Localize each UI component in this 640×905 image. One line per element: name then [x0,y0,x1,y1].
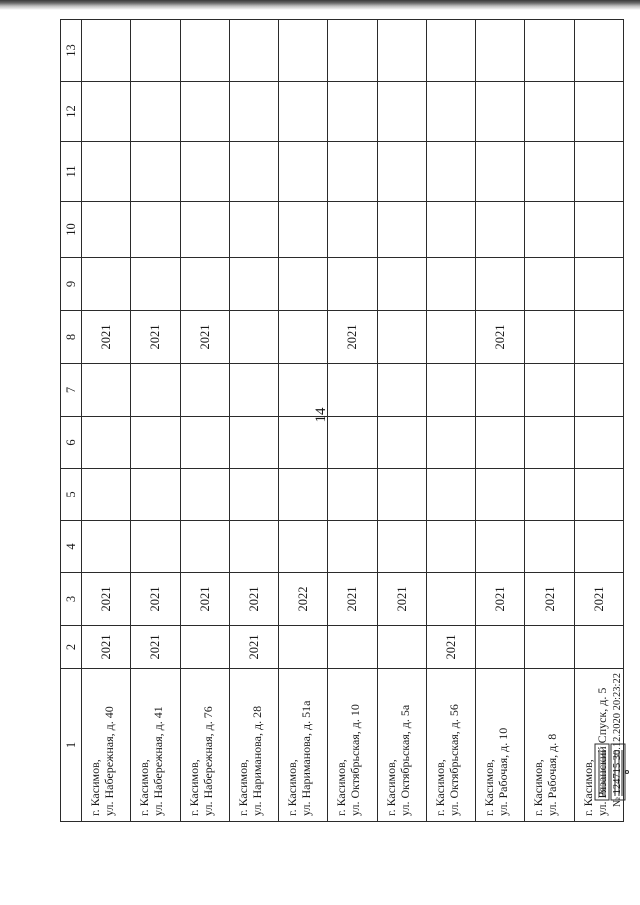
year-cell [525,521,574,573]
year-cell [180,364,229,417]
header-row [61,20,82,822]
year-cell [574,20,623,82]
year-cell [476,20,525,82]
year-cell [279,469,328,521]
year-cell [426,573,475,626]
year-cell [328,258,377,311]
year-cell [82,417,131,469]
address-city: г. Касимов, [580,759,595,816]
year-cell [279,521,328,573]
address-city: г. Касимов, [334,759,349,816]
year-cell: 2021 [525,573,574,626]
year-cell [279,82,328,142]
year-cell: 2021 [131,311,180,364]
header-cell: 10 [61,202,82,258]
year-cell [574,626,623,669]
year-cell [574,469,623,521]
year-cell [476,202,525,258]
year-cell [476,626,525,669]
header-cell: 13 [61,20,82,82]
year-cell [525,202,574,258]
year-cell [377,417,426,469]
header-cell: 3 [61,573,82,626]
table-body [82,20,624,822]
year-cell [229,417,278,469]
year-cell [426,417,475,469]
scan-top-edge [0,0,640,10]
year-cell [279,417,328,469]
year-cell: 2021 [476,573,525,626]
year-cell [476,258,525,311]
year-cell [377,82,426,142]
year-cell [328,142,377,202]
year-cell [476,521,525,573]
year-cell [525,82,574,142]
year-cell [229,364,278,417]
year-cell [180,521,229,573]
address-city: г. Касимов, [137,759,152,816]
year-cell [426,82,475,142]
header-cell: 1 [61,669,82,822]
address-cell [377,669,426,822]
year-cell [574,311,623,364]
table-row [131,20,180,822]
address-city: г. Касимов, [285,759,300,816]
year-cell [525,258,574,311]
year-cell [377,142,426,202]
year-cell [525,364,574,417]
year-cell [377,521,426,573]
table-row [377,20,426,822]
emblem-stamp-icon [591,742,629,804]
year-cell [328,417,377,469]
year-cell [131,82,180,142]
year-cell [180,82,229,142]
year-cell [279,202,328,258]
address-cell [180,669,229,822]
address-cell [279,669,328,822]
year-cell: 2021 [229,626,278,669]
year-cell [426,364,475,417]
address-city: г. Касимов, [235,759,250,816]
year-cell [328,626,377,669]
year-cell [525,417,574,469]
year-cell [328,20,377,82]
year-cell [574,417,623,469]
year-cell [377,311,426,364]
table-row [525,20,574,822]
year-cell [279,626,328,669]
address-street: ул. Набережная, д. 40 [102,706,116,816]
year-cell [377,364,426,417]
schedule-table [60,19,624,822]
year-cell [131,521,180,573]
address-street: ул. Рабочая, д. 8 [545,733,560,816]
year-cell [328,82,377,142]
year-cell [574,142,623,202]
year-cell [82,469,131,521]
address-street: ул. Октябрьская, д. 5а [397,704,412,816]
year-cell: 2021 [574,573,623,626]
year-cell [279,142,328,202]
year-cell [525,469,574,521]
year-cell [82,142,131,202]
address-street: ул. Октябрьская, д. 56 [446,704,461,816]
table-row [82,20,131,822]
year-cell [229,469,278,521]
address-city: г. Касимов, [186,759,201,816]
year-cell: 2021 [328,311,377,364]
header-cell: 2 [61,626,82,669]
year-cell [328,469,377,521]
year-cell [525,626,574,669]
year-cell [574,521,623,573]
year-cell [476,142,525,202]
year-cell: 2021 [131,626,180,669]
address-cell [476,669,525,822]
stamp-number: № 124715 30.12.2020 20:23:22 [612,673,623,807]
year-cell [82,258,131,311]
year-cell [131,469,180,521]
address-cell [131,669,180,822]
address-cell [229,669,278,822]
year-cell [574,82,623,142]
address-city: г. Касимов, [531,759,546,816]
year-cell [229,521,278,573]
address-cell [426,669,475,822]
year-cell [328,202,377,258]
year-cell [377,626,426,669]
year-cell [574,364,623,417]
address-street: ул. Набережная, д. 76 [200,706,215,816]
year-cell [426,258,475,311]
header-cell: 4 [61,521,82,573]
year-cell [131,417,180,469]
year-cell [279,311,328,364]
header-cell: 5 [61,469,82,521]
year-cell [525,20,574,82]
address-street: ул. Рязанский Спуск, д. 5 [594,687,609,816]
year-cell [377,202,426,258]
year-cell: 2021 [180,573,229,626]
year-cell [229,142,278,202]
year-cell [229,20,278,82]
header-cell: 11 [61,142,82,202]
year-cell [279,20,328,82]
year-cell [476,417,525,469]
year-cell [180,258,229,311]
year-cell [82,82,131,142]
table-row [279,20,328,822]
address-cell [525,669,574,822]
address-cell [328,669,377,822]
table-row [180,20,229,822]
address-city: г. Касимов, [482,759,497,816]
year-cell [131,364,180,417]
year-cell [82,364,131,417]
year-cell [377,469,426,521]
year-cell [131,202,180,258]
year-cell [131,20,180,82]
table-row [426,20,475,822]
year-cell: 2021 [180,311,229,364]
year-cell [574,258,623,311]
address-street: ул. Рабочая, д. 10 [496,727,511,816]
year-cell [229,202,278,258]
year-cell [426,20,475,82]
year-cell: 2021 [426,626,475,669]
address-cell [82,669,131,822]
year-cell [131,258,180,311]
header-cell: 6 [61,417,82,469]
address-city: г. Касимов, [383,759,398,816]
year-cell: 2021 [328,573,377,626]
year-cell: 2021 [476,311,525,364]
year-cell [180,469,229,521]
year-cell [279,258,328,311]
year-cell [180,417,229,469]
year-cell [525,311,574,364]
year-cell [426,521,475,573]
year-cell [328,521,377,573]
year-cell [426,202,475,258]
year-cell [426,142,475,202]
year-cell: 2022 [279,573,328,626]
year-cell [82,202,131,258]
year-cell: 2021 [82,311,131,364]
year-cell [229,311,278,364]
address-street: ул. Октябрьская, д. 10 [348,704,363,816]
year-cell: 2021 [82,573,131,626]
year-cell [377,258,426,311]
year-cell [180,626,229,669]
year-cell: 2021 [82,626,131,669]
year-cell [279,364,328,417]
page-number: 14 [312,407,329,423]
year-cell [426,469,475,521]
year-cell [525,142,574,202]
year-cell [476,364,525,417]
year-cell: 2021 [377,573,426,626]
year-cell [180,142,229,202]
header-cell: 8 [61,311,82,364]
year-cell [180,202,229,258]
year-cell [328,364,377,417]
year-cell [82,521,131,573]
address-city: г. Касимов, [432,759,447,816]
year-cell [180,20,229,82]
table-row [229,20,278,822]
header-cell: 12 [61,82,82,142]
header-cell: 9 [61,258,82,311]
year-cell [476,82,525,142]
address-street: ул. Набережная, д. 41 [151,706,166,816]
year-cell [131,142,180,202]
year-cell [82,20,131,82]
address-street: ул. Нариманова, д. 51а [299,700,314,816]
address-street: ул. Нариманова, д. 28 [249,705,264,816]
header-cell: 7 [61,364,82,417]
year-cell [377,20,426,82]
year-cell [426,311,475,364]
year-cell [574,202,623,258]
year-cell [476,469,525,521]
year-cell: 2021 [131,573,180,626]
year-cell: 2021 [229,573,278,626]
year-cell [229,82,278,142]
table-row [476,20,525,822]
address-city: г. Касимов, [88,759,102,816]
table-row [328,20,377,822]
year-cell [229,258,278,311]
